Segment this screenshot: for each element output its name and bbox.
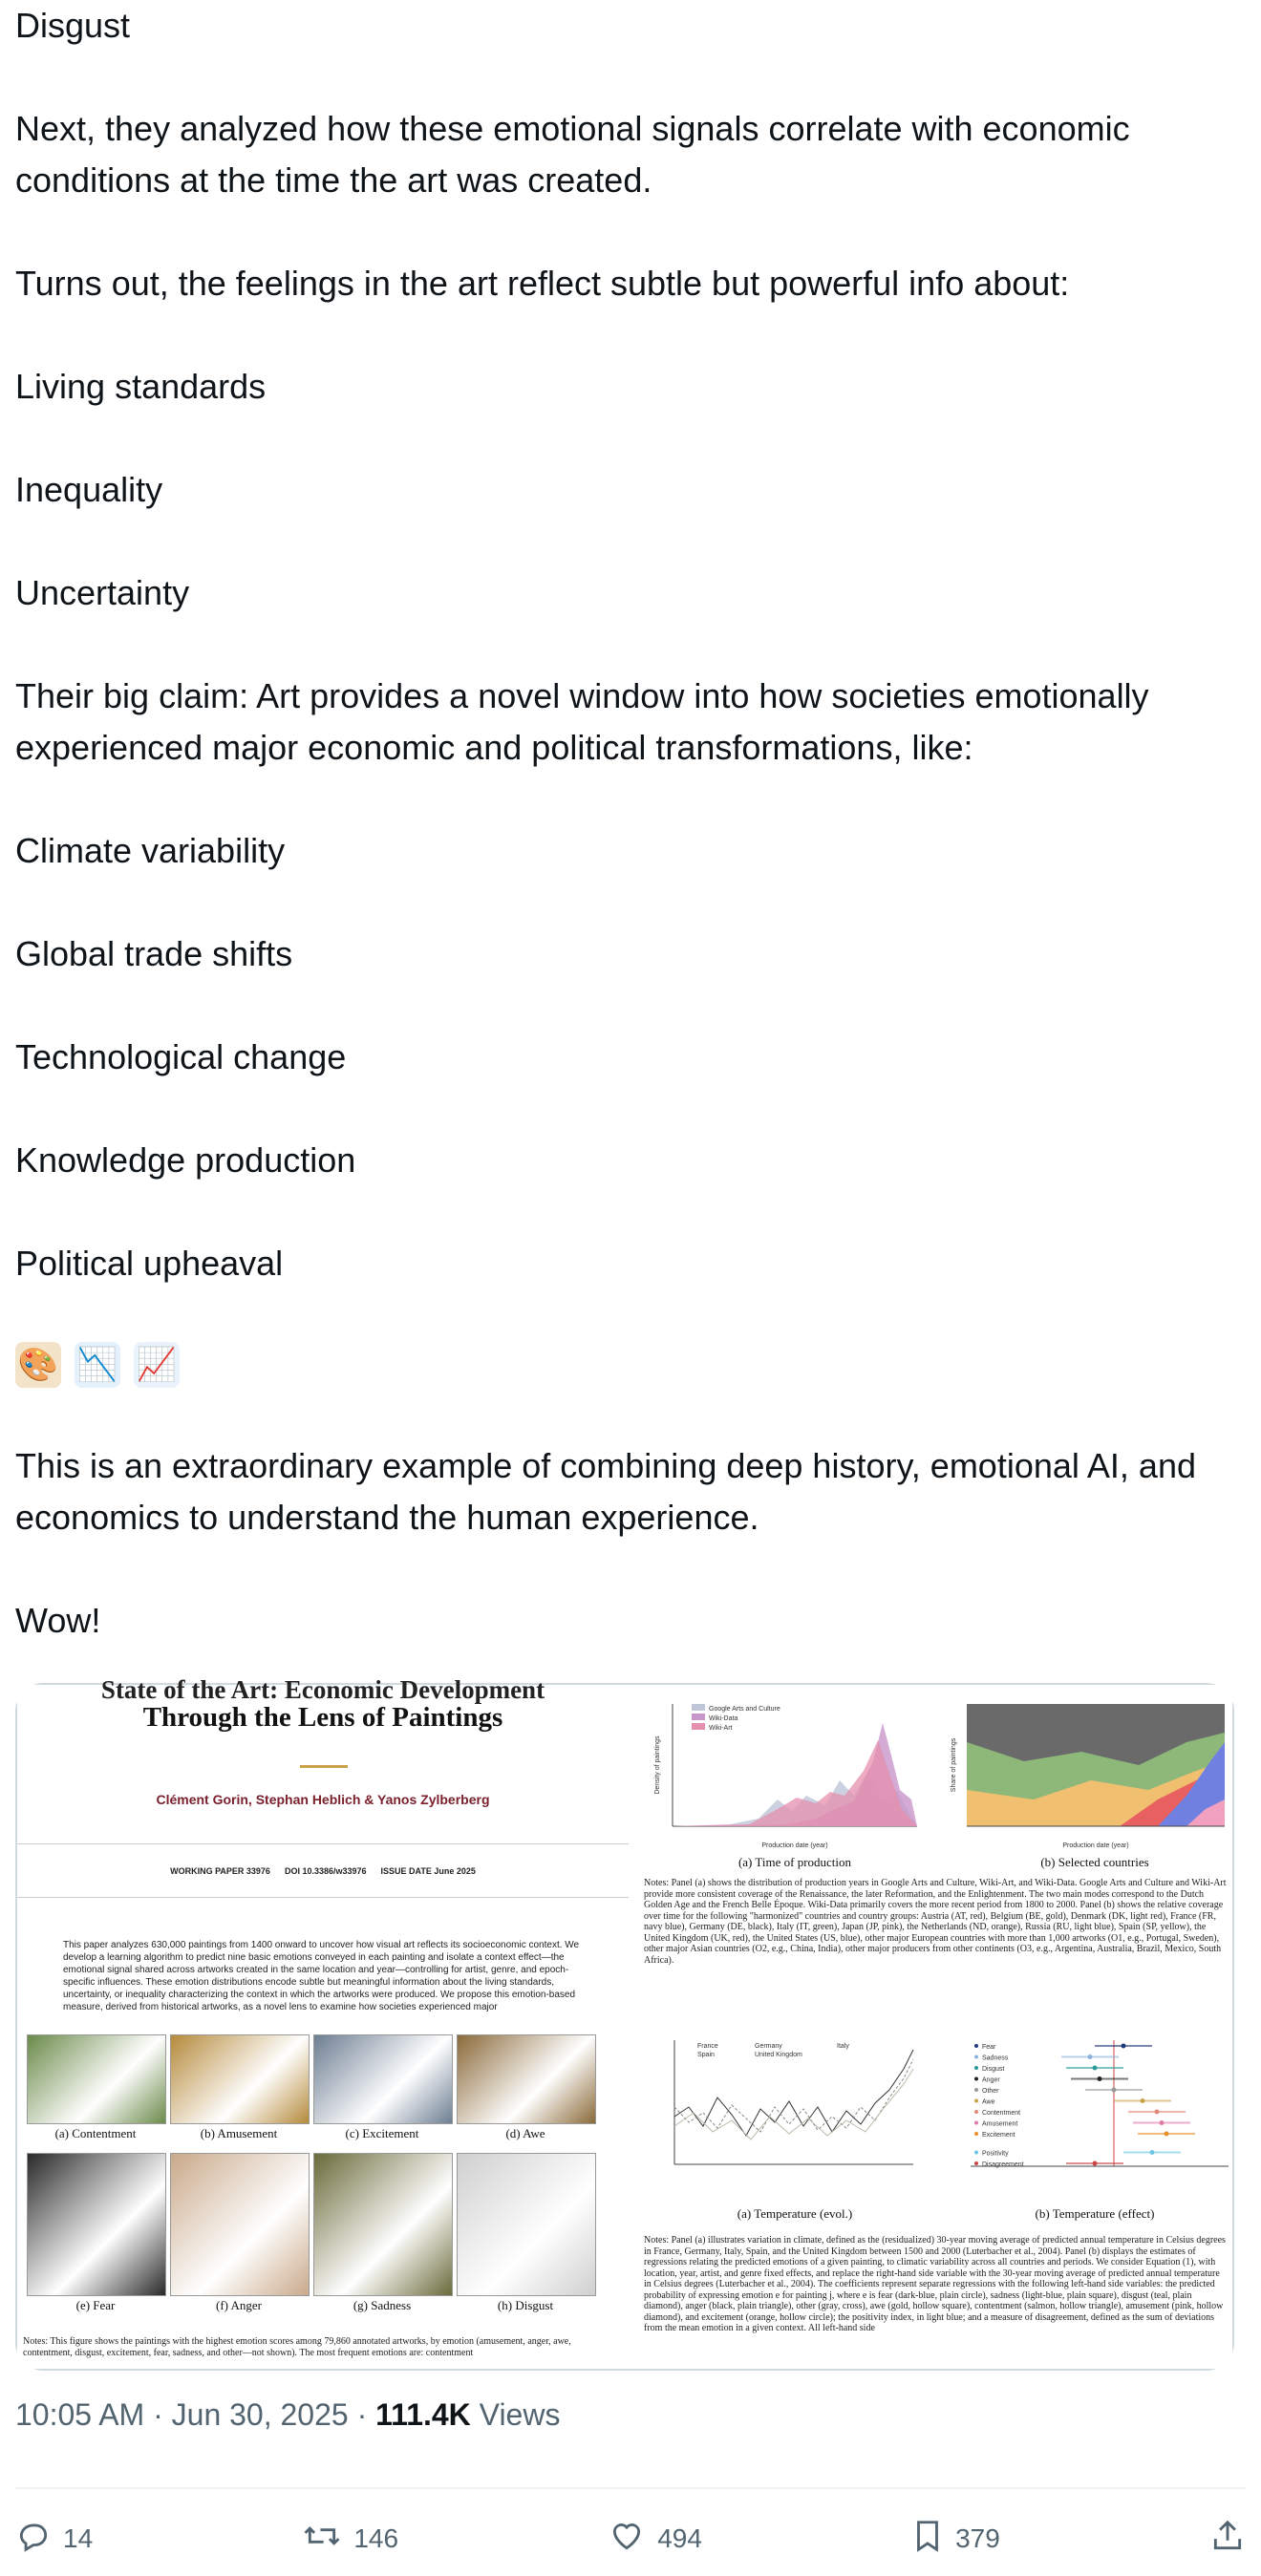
chart-c-legend-4: United Kingdom [755, 2052, 802, 2058]
doi: DOI 10.3386/w33976 [284, 1866, 367, 1876]
chart-d-point [1112, 2088, 1117, 2093]
chart-d-label: Awe [982, 2098, 995, 2106]
figure-notes-1: Notes: Panel (a) shows the distribution of production years in Google Arts and Culture, Wiki-Art, and Wiki-Data. Google Arts and Culture and Wiki-Art provide more consistent coverage of the Renaissance, the later Reformation, and the Enlightenment. The two main modes correspond to the Dutch Golden Age and the French Belle Époque. Wiki-Data primarily covers the more recent period from 1800 to 2000. Panel (b) shows the relative coverage over time for the following "harmonized" countries and country groups: Austria (AT, red), Belgium (BE, gold), Denmark (DK, light red), France (FR, navy blue), Germany (DE, black), Italy (IT, green), Japan (JP, pink), the Netherlands (ND, orange), Russia (RU, light blue), Spain (SP, yellow), the United Kingdom (UK, red), the United States (US, blue), other major European countries with more than 1,000 artworks (O1, e.g., Portugal, Sweden), other major Asian countries (O2, e.g., China, India), other major producers from other continents (O3, e.g., Argentina, Australia, Brazil, Mexico, South Africa). [644, 1878, 1227, 1966]
post-text-line: Political upheaval [15, 1244, 284, 1283]
paragraph-gap [15, 309, 1246, 361]
painting-caption: (e) Fear [75, 2298, 116, 2312]
chart-d-label: Sadness [982, 2054, 1009, 2062]
chart-a-caption: (a) Time of production [737, 1855, 852, 1869]
painting-thumbnail [457, 2034, 596, 2124]
chart-b-caption: (b) Selected countries [1040, 1855, 1149, 1869]
post-body [15, 0, 1246, 1647]
chart-a-legend-2: Wiki-Art [709, 1725, 733, 1732]
chart-d-point [1160, 2120, 1165, 2125]
post-media-image[interactable] [15, 1675, 1234, 2371]
painting-caption: (g) Sadness [353, 2298, 412, 2312]
paragraph-gap [15, 413, 1246, 464]
painting-thumbnail [170, 2034, 310, 2124]
paper-title-top: State of the Art: Economic Development [100, 1675, 545, 1704]
painting-caption: (c) Excitement [345, 2126, 419, 2140]
heart-icon [608, 2518, 646, 2561]
chart-c-legend-1: Germany [755, 2043, 782, 2050]
reply-count: 14 [63, 2523, 94, 2553]
figure-notes-2: Notes: Panel (a) illustrates variation in climate, defined as the (residualized) 30-year moving average of predicted annual temperature in Celsius degrees in France, Germany, Italy, Spain, and the United Kingdom between 1500 and 2000 (Luterbacher et al., 2004). Panel (b) displays the estimates of regressions relating the predicted emotions of a given painting, to climatic variability across all countries and periods. We consider Equation (1), with location, year, artist, and genre fixed effects, and replace the right-hand side variable with the 30-year moving average of predicted annual temperature in Celsius degrees (Luterbacher et al., 2004). The coefficients represent separate regressions with the following left-hand side variables: the predicted probability of expressing emotion e for painting j, where e is fear (dark-blue, plain circle), sadness (light-blue, plain square), disgust (teal, plain diamond), anger (black, plain triangle), other (gray, cross), awe (gold, hollow square), contentment (salmon, hollow triangle), amusement (pink, hollow diamond), and excitement (orange, hollow circle); the positivity index, in light blue; and a measure of disagreement, defined as the sum of deviations from the mean emotion in a given context. All left-hand side [644, 2235, 1226, 2333]
chart-c-caption: (a) Temperature (evol.) [737, 2206, 853, 2221]
chart-b-ylabel: Share of paintings [951, 1737, 957, 1793]
post-text-line: Turns out, the feelings in the art reflect subtle but powerful info about: [15, 264, 1070, 303]
chart-d-label: Anger [982, 2076, 1000, 2084]
paper-title: Through the Lens of Paintings [142, 1702, 503, 1733]
chart-d-legend-marker [974, 2066, 978, 2070]
post-text-line: Global trade shifts [15, 934, 293, 973]
post-text-line: Disgust [15, 6, 131, 45]
post-text-line: Technological change [15, 1037, 347, 1076]
chart-b [951, 1704, 1225, 1849]
chart-d [971, 2040, 1229, 2168]
like-count: 494 [657, 2523, 702, 2553]
header-divider-2 [17, 1897, 629, 1898]
chart-d-legend-marker [974, 2121, 978, 2125]
painting-thumbnail [313, 2034, 453, 2124]
paper-figures-panel [636, 1685, 1232, 2369]
chart-d-legend-marker [974, 2055, 978, 2059]
post-text-line: Their big claim: Art provides a novel window into how societies emotionally experienced major economic and political transformations, like: [15, 676, 1159, 767]
chart-c-legend-3: Spain [697, 2052, 715, 2058]
chart-c-legend-2: Italy [837, 2043, 849, 2050]
chart-a-ylabel: Density of paintings [654, 1735, 661, 1795]
chart-d-point [1165, 2132, 1169, 2137]
paragraph-gap [15, 980, 1246, 1032]
painting-thumbnail [27, 2034, 166, 2124]
paragraph-gap [15, 774, 1246, 825]
paragraph-gap [15, 619, 1246, 671]
post-text-line: Living standards [15, 367, 267, 406]
bookmark-button[interactable] [911, 2518, 1000, 2561]
chart-d-label: Fear [982, 2044, 996, 2051]
chart-d-point [1122, 2044, 1126, 2049]
repost-count: 146 [353, 2523, 399, 2553]
chart-d-label: Excitement [982, 2132, 1015, 2139]
chart-d-legend-marker [974, 2088, 978, 2092]
chart-d-point [1088, 2054, 1093, 2059]
paper-info-row [17, 1866, 629, 1876]
chart-d-label: Amusement [982, 2120, 1018, 2128]
chart-c-legend-0: France [697, 2043, 718, 2050]
working-paper-number: WORKING PAPER 33976 [170, 1866, 270, 1876]
chart-d-caption: (b) Temperature (effect) [1035, 2206, 1155, 2221]
emoji-row [15, 1341, 1246, 1389]
bookmark-count: 379 [955, 2523, 1000, 2553]
post-actions [15, 2510, 1246, 2567]
paragraph-gap [15, 206, 1246, 258]
chart-a-legend-0: Google Arts and Culture [709, 1706, 780, 1713]
chart-d-legend-marker [974, 2151, 978, 2155]
chart-d-label: Disagreement [982, 2161, 1024, 2168]
chart-d-label: Contentment [982, 2110, 1021, 2117]
chart-d-point [1141, 2098, 1145, 2103]
chart-d-legend-marker [974, 2132, 978, 2136]
painting-thumbnail [457, 2153, 596, 2296]
chart-d-legend-marker [974, 2044, 978, 2048]
chart-d-point [1093, 2161, 1098, 2166]
actions-divider [15, 2487, 1246, 2489]
palette-icon: 🎨 [15, 1342, 61, 1388]
issue-date: ISSUE DATE June 2025 [380, 1866, 476, 1876]
paragraph-gap [15, 516, 1246, 567]
like-button[interactable] [608, 2518, 702, 2561]
repost-icon [302, 2518, 342, 2561]
chart-d-point [1155, 2110, 1160, 2115]
chart-d-legend-marker [974, 2077, 978, 2081]
paragraph-gap [15, 1083, 1246, 1135]
share-button[interactable] [1209, 2518, 1246, 2561]
paper-authors: Clément Gorin, Stephan Heblich & Yanos Zylberberg [156, 1792, 490, 1807]
chart-a-xlabel: Production date (year) [761, 1842, 828, 1849]
chart-d-point [1093, 2066, 1098, 2071]
reply-icon [15, 2518, 52, 2561]
chart-d-label: Other [982, 2088, 999, 2095]
chart-d-legend-marker [974, 2110, 978, 2114]
post-text-line: Inequality [15, 470, 163, 509]
chart-c-series-1 [674, 2050, 913, 2136]
chart-d-label: Disgust [982, 2066, 1005, 2073]
share-icon [1209, 2518, 1246, 2561]
chart-c-series-2 [674, 2059, 913, 2132]
post-closing-line: Wow! [15, 1601, 101, 1640]
header-divider [17, 1843, 629, 1844]
paragraph-gap [15, 1389, 1246, 1440]
post-text-line: Climate variability [15, 831, 286, 870]
painting-thumbnail [27, 2153, 166, 2296]
paragraph-gap [15, 877, 1246, 928]
bookmark-icon [911, 2518, 944, 2561]
painting-caption: (f) Anger [215, 2298, 262, 2312]
chart-decreasing-icon: 📉 [75, 1342, 120, 1388]
painting-caption: (d) Awe [505, 2126, 545, 2140]
painting-caption: (b) Amusement [200, 2126, 278, 2140]
views-label: Views [470, 2397, 561, 2432]
chart-d-point [1098, 2076, 1102, 2081]
painting-thumbnail [170, 2153, 310, 2296]
repost-button[interactable] [302, 2518, 398, 2561]
chart-b-xlabel: Production date (year) [1062, 1842, 1129, 1849]
chart-c [674, 2040, 913, 2164]
post-meta [15, 2397, 560, 2433]
paragraph-gap [15, 1543, 1246, 1595]
chart-d-legend-marker [974, 2161, 978, 2165]
paragraph-gap [15, 1289, 1246, 1341]
post-text-line: This is an extraordinary example of combining deep history, emotional AI, and economics to understand the human experience. [15, 1446, 1207, 1537]
painting-thumbnail [313, 2153, 453, 2296]
painting-caption: (a) Contentment [54, 2126, 137, 2140]
paragraph-gap [15, 52, 1246, 103]
paragraph-gap [15, 1186, 1246, 1238]
chart-a [654, 1704, 917, 1849]
chart-increasing-icon: 📈 [134, 1342, 180, 1388]
chart-d-legend-marker [974, 2099, 978, 2103]
post-text-line: Next, they analyzed how these emotional signals correlate with economic conditions at the time the art was created. [15, 109, 1140, 200]
figure-note: Notes: This figure shows the paintings with the highest emotion scores among 79,860 annotated artworks, by emotion (amusement, anger, awe, contentment, disgust, excitement, fear, sadness, and other—not shown). The most frequent emotions are: contentment [23, 2336, 571, 2358]
views-count: 111.4K [375, 2397, 471, 2432]
chart-a-series-wikiart [673, 1740, 917, 1826]
chart-c-series-3 [674, 2069, 913, 2140]
chart-d-point [1150, 2150, 1155, 2155]
post-text-line: Knowledge production [15, 1140, 356, 1180]
reply-button[interactable] [15, 2518, 93, 2561]
chart-d-label: Positivity [982, 2150, 1009, 2158]
title-rule [300, 1765, 348, 1768]
post-text-line: Uncertainty [15, 573, 190, 612]
paper-cover-panel [17, 1675, 629, 2369]
paper-abstract: This paper analyzes 630,000 paintings from 1400 onward to uncover how visual art reflects its socioeconomic context. We develop a learning algorithm to predict nine basic emotions conveyed in each painting and isolate a context effect—the emotional signal shared across artworks created in the same location and year—controlling for artist, genre, and epoch-specific influences. These emotion distributions encode subtle but meaningful information about the living standards, uncertainty, or inequality characterizing the context in which the artworks were produced. We propose this emotion-based measure, derived from historical artworks, as a novel lens to examine how societies experienced major [63, 1940, 580, 2012]
chart-a-legend-1: Wiki-Data [709, 1715, 738, 1722]
post-timestamp[interactable]: 10:05 AM · Jun 30, 2025 · [15, 2397, 376, 2432]
painting-caption: (h) Disgust [497, 2298, 554, 2312]
